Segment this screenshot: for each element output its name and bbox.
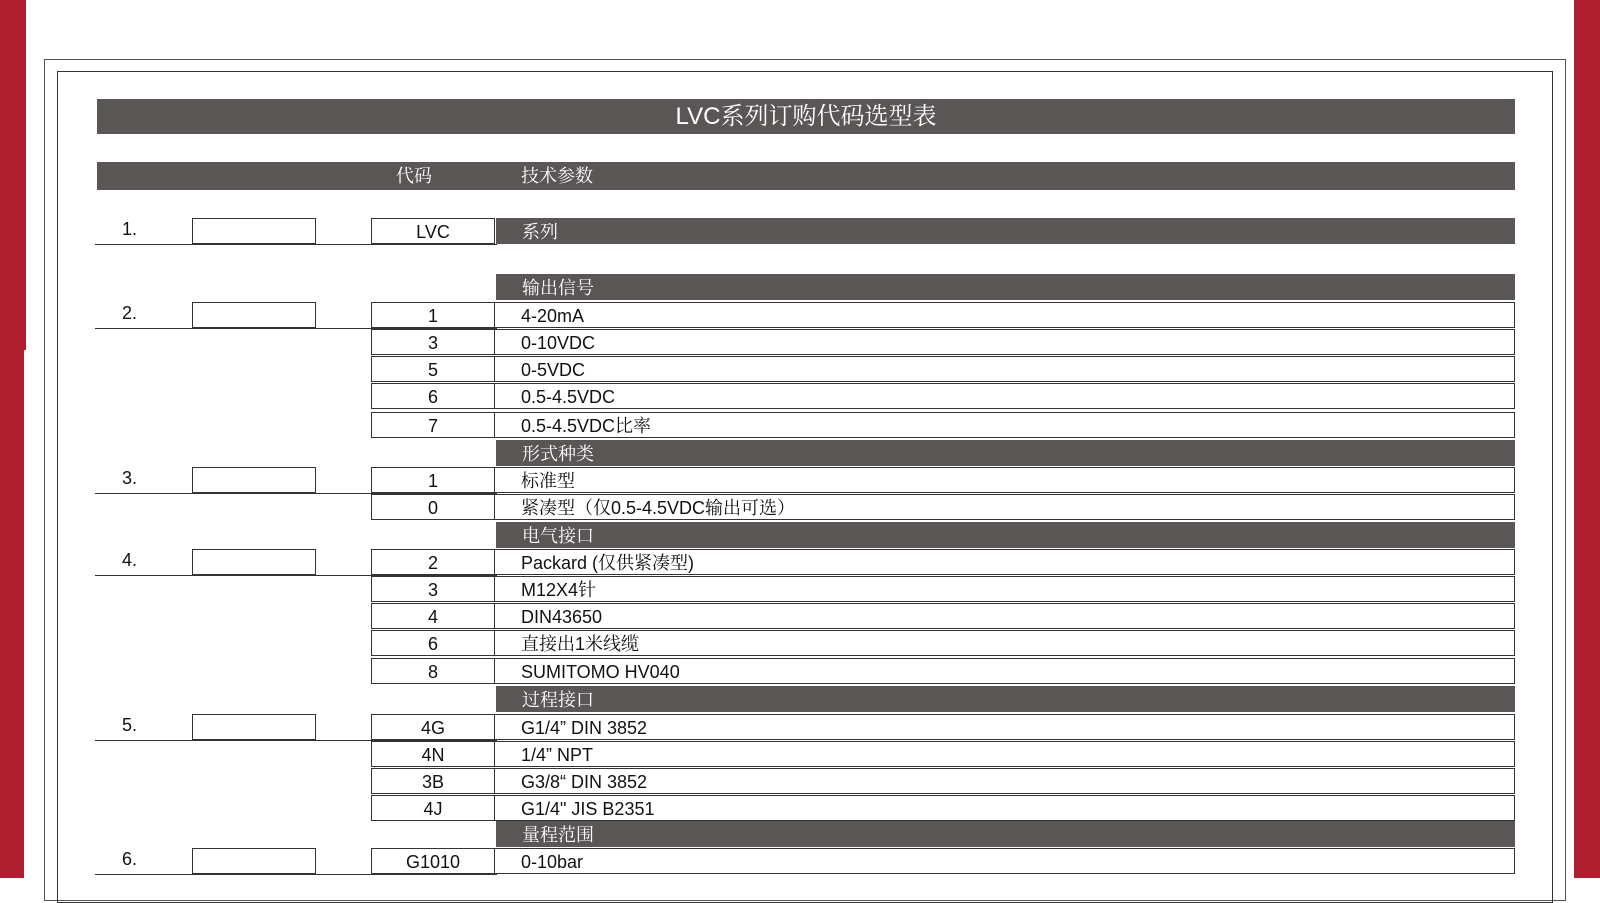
option-code: 2 xyxy=(371,549,495,575)
section-measuring-range: 量程范围 xyxy=(496,821,1515,847)
option-param: 0-5VDC xyxy=(495,356,1515,382)
option-param: SUMITOMO HV040 xyxy=(495,658,1515,684)
right-red-border xyxy=(1574,0,1600,878)
section-series: 系列 xyxy=(496,218,1515,244)
option-code: 4G xyxy=(371,714,495,740)
option-row[interactable] xyxy=(371,494,1515,520)
option-param: G1/4” DIN 3852 xyxy=(495,714,1515,740)
option-code: 6 xyxy=(371,383,495,409)
option-param: 0-10VDC xyxy=(495,329,1515,355)
left-red-border xyxy=(0,0,26,350)
option-param: 0.5-4.5VDC比率 xyxy=(495,412,1515,438)
option-code: 4J xyxy=(371,795,495,821)
section-electrical-interface: 电气接口 xyxy=(496,522,1515,548)
option-code: 0 xyxy=(371,494,495,520)
option-row[interactable] xyxy=(371,658,1515,684)
section-process-connection: 过程接口 xyxy=(496,686,1515,712)
group-number: 1. xyxy=(122,219,138,239)
option-code: 3B xyxy=(371,768,495,794)
option-row[interactable] xyxy=(371,848,1515,874)
option-code: 4N xyxy=(371,741,495,767)
option-row[interactable] xyxy=(371,768,1515,794)
option-code: 6 xyxy=(371,630,495,656)
group-number: 5. xyxy=(122,715,138,735)
table-header xyxy=(97,162,1515,190)
option-row[interactable] xyxy=(371,741,1515,767)
option-param: 0.5-4.5VDC xyxy=(495,383,1515,409)
option-param: 标准型 xyxy=(495,467,1515,493)
selection-box[interactable] xyxy=(192,218,316,244)
option-code: 5 xyxy=(371,356,495,382)
option-code: 4 xyxy=(371,603,495,629)
option-code: 7 xyxy=(371,412,495,438)
option-param: 4-20mA xyxy=(495,302,1515,328)
option-code: 1 xyxy=(371,302,495,328)
option-param: G3/8“ DIN 3852 xyxy=(495,768,1515,794)
option-code: 3 xyxy=(371,576,495,602)
group-number: 6. xyxy=(122,849,138,869)
divider xyxy=(95,874,497,875)
option-row[interactable] xyxy=(371,576,1515,602)
option-row[interactable] xyxy=(371,356,1515,382)
selection-box[interactable] xyxy=(192,302,316,328)
divider xyxy=(95,244,497,245)
option-param: M12X4针 xyxy=(495,576,1515,602)
header-code-label: 代码 xyxy=(396,166,432,186)
option-param: DIN43650 xyxy=(495,603,1515,629)
option-param: G1/4" JIS B2351 xyxy=(495,795,1515,821)
option-param: 1/4” NPT xyxy=(495,741,1515,767)
selection-box[interactable] xyxy=(192,714,316,740)
option-row[interactable] xyxy=(371,302,1515,328)
option-row[interactable] xyxy=(371,714,1515,740)
option-code: LVC xyxy=(371,218,495,244)
group-number: 2. xyxy=(122,303,138,323)
section-output-signal: 输出信号 xyxy=(496,274,1515,300)
option-row[interactable] xyxy=(371,218,1515,244)
selection-box[interactable] xyxy=(192,467,316,493)
option-row[interactable] xyxy=(371,795,1515,821)
option-param: 紧凑型（仅0.5-4.5VDC输出可选） xyxy=(495,494,1515,520)
option-row[interactable] xyxy=(371,329,1515,355)
option-row[interactable] xyxy=(371,549,1515,575)
option-row[interactable] xyxy=(371,603,1515,629)
group-number: 3. xyxy=(122,468,138,488)
option-row[interactable] xyxy=(371,412,1515,438)
option-param: 直接出1米线缆 xyxy=(495,630,1515,656)
option-code: 3 xyxy=(371,329,495,355)
header-param-label: 技术参数 xyxy=(521,166,593,186)
left-red-border-lower xyxy=(0,350,24,878)
option-row[interactable] xyxy=(371,467,1515,493)
option-param: Packard (仅供紧凑型) xyxy=(495,549,1515,575)
page-title: LVC系列订购代码选型表 xyxy=(97,99,1515,134)
option-code: 8 xyxy=(371,658,495,684)
option-row[interactable] xyxy=(371,630,1515,656)
option-row[interactable] xyxy=(371,383,1515,409)
option-code: 1 xyxy=(371,467,495,493)
selection-box[interactable] xyxy=(192,549,316,575)
section-form-type: 形式种类 xyxy=(496,440,1515,466)
option-code: G1010 xyxy=(371,848,495,874)
selection-box[interactable] xyxy=(192,848,316,874)
option-param: 0-10bar xyxy=(495,848,1515,874)
group-number: 4. xyxy=(122,550,138,570)
